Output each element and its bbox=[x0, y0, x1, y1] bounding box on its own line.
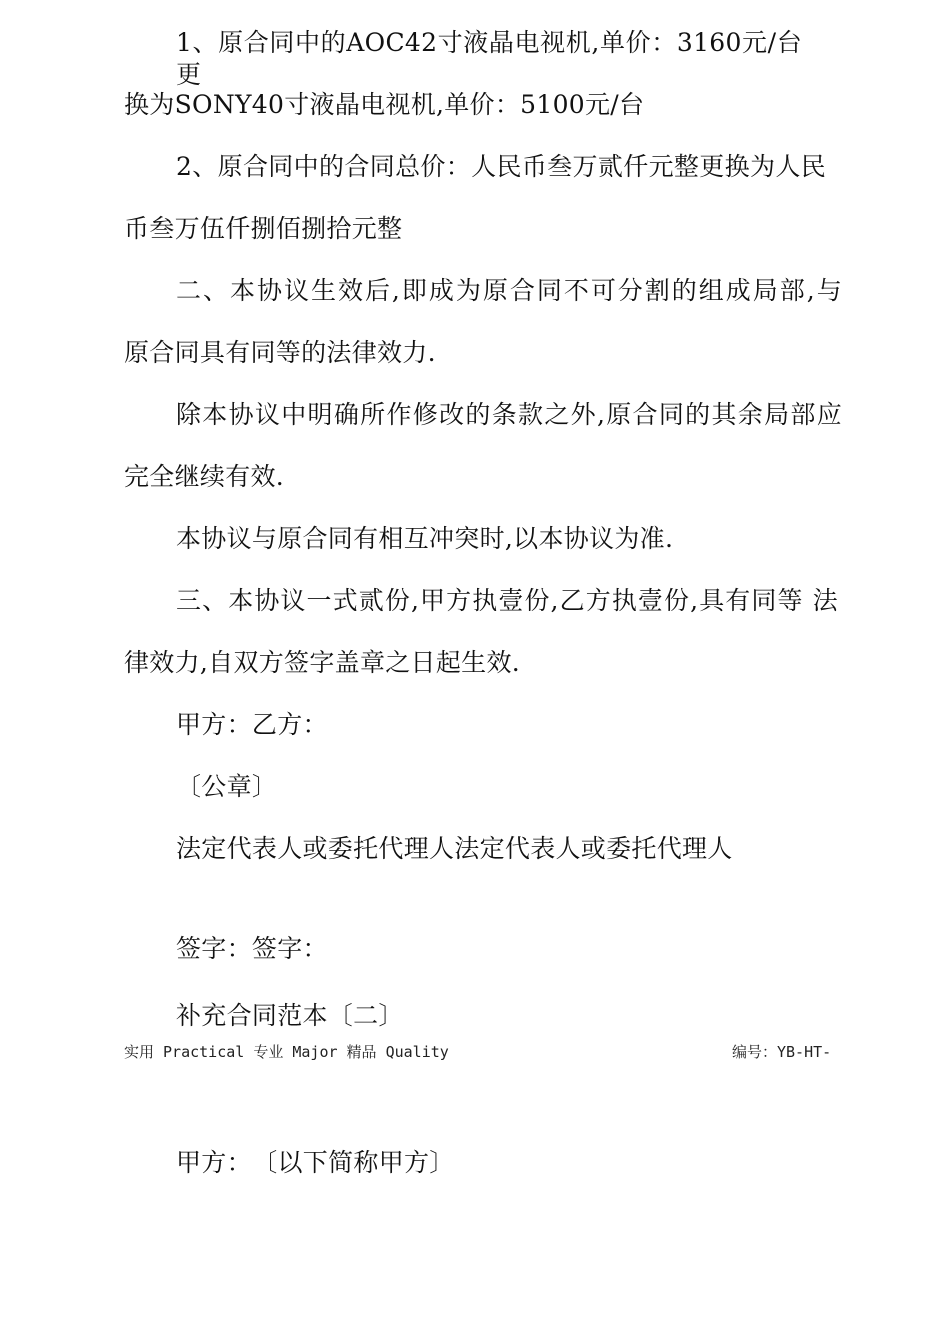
footer-right-text: 编号：YB-HT- bbox=[732, 1043, 832, 1061]
doc-line-4: 币叁万伍仟捌佰捌拾元整 bbox=[124, 214, 403, 243]
party-a-line: 甲方： 〔以下简称甲方〕 bbox=[176, 1148, 455, 1177]
section-title: 补充合同范本〔二〕 bbox=[176, 1001, 404, 1030]
doc-line-6: 原合同具有同等的法律效力. bbox=[124, 338, 436, 367]
doc-line-9: 本协议与原合同有相互冲突时,以本协议为准. bbox=[176, 524, 674, 553]
seal-label: 〔公章〕 bbox=[176, 772, 278, 801]
party-labels: 甲方：乙方： bbox=[176, 710, 328, 739]
doc-line-3: 2、原合同中的合同总价：人民币叁万贰仟元整更换为人民 bbox=[176, 152, 826, 181]
footer-left-text: 实用 Practical 专业 Major 精品 Quality bbox=[124, 1043, 449, 1061]
signature-labels: 签字：签字： bbox=[176, 934, 328, 963]
doc-line-11: 律效力,自双方签字盖章之日起生效. bbox=[124, 648, 520, 677]
doc-line-2: 换为SONY40寸液晶电视机,单价：5100元/台 bbox=[124, 90, 645, 119]
representative-labels: 法定代表人或委托代理人法定代表人或委托代理人 bbox=[176, 834, 733, 863]
doc-line-8: 完全继续有效. bbox=[124, 462, 285, 491]
doc-line-10: 三、本协议一式贰份,甲方执壹份,乙方执壹份,具有同等 法 bbox=[176, 586, 838, 615]
doc-line-7: 除本协议中明确所作修改的条款之外,原合同的其余局部应 bbox=[176, 400, 842, 429]
doc-line-5: 二、本协议生效后,即成为原合同不可分割的组成局部,与 bbox=[176, 276, 842, 305]
doc-line-1: 1、原合同中的AOC42寸液晶电视机,单价：3160元/台更 bbox=[176, 28, 802, 89]
